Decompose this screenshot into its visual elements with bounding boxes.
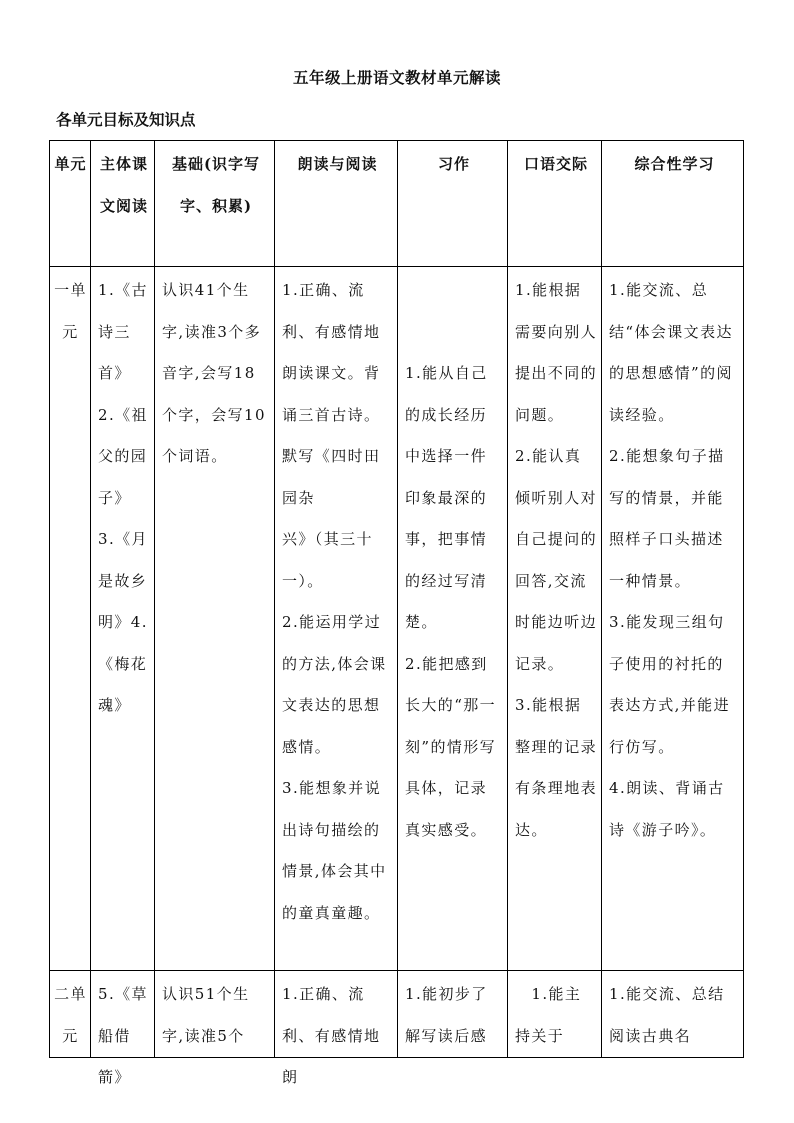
- table-row-1-texts: 1.《古诗三首》 2.《祖父的园子》 3.《月是故乡明》4.《梅花魂》: [98, 281, 148, 714]
- document-title: 五年级上册语文教材单元解读: [292, 68, 501, 87]
- table-row-2-oral: 1.能主持关于: [515, 985, 582, 1045]
- table-row-2-comprehensive: 1.能交流、总结阅读古典名: [609, 985, 725, 1045]
- table-row-1-unit: 一单元: [54, 281, 87, 341]
- header-comprehensive: 综合性学习: [634, 155, 715, 173]
- header-oral: 口语交际: [523, 155, 588, 173]
- table-row-2-writing: 1.能初步了解写读后感: [405, 985, 488, 1045]
- table-row-2-unit: 二单元: [54, 985, 87, 1045]
- section-subtitle: 各单元目标及知识点: [56, 110, 196, 129]
- table-row-1-writing: 1.能从自己的成长经历中选择一件印象最深的事，把事情的经过写清楚。 2.能把感到长大的“那一刻”的情形写具体，记录真实感受。: [405, 364, 497, 839]
- header-writing: 习作: [437, 155, 470, 173]
- header-basics: 基础(识字写字、积累): [171, 155, 261, 215]
- header-unit: 单元: [54, 155, 87, 173]
- table-row-2-reading: 1.正确、流利、有感情地朗: [282, 985, 381, 1086]
- table-row-1-reading: 1.正确、流利、有感情地朗读课文。背诵三首古诗。默写《四时田园杂 兴》（其三十一）。 2.能运用学过的方法,体会课文表达的思想感情。 3.能想象并说出诗句描绘的情景,体会其中的童真童趣。: [282, 281, 387, 922]
- header-reading: 朗读与阅读: [297, 155, 378, 173]
- table-row-1-comprehensive: 1.能交流、总结“体会课文表达的思想感情”的阅读经验。 2.能想象句子描写的情景，并能照样子口头描述一种情景。 3.能发现三组句子使用的衬托的表达方式,并能进行仿写。 4.朗读、背诵古诗《游子吟》。: [609, 281, 733, 839]
- unit-objectives-table: [49, 140, 744, 1086]
- table-row-2-texts: 5.《草船借箭》: [98, 985, 148, 1086]
- header-main-texts: 主体课文阅读: [99, 155, 148, 215]
- table-row-2-basics: 认识51个生字,读准5个: [162, 985, 250, 1045]
- table-row-1-basics: 认识41个生字,读准3个多音字,会写18个字，会写10个词语。: [162, 281, 266, 465]
- table-row-1-oral: 1.能根据需要向别人提出不同的问题。 2.能认真倾听别人对自己提问的回答,交流时能边听边记录。 3.能根据整理的记录有条理地表达。: [515, 281, 598, 839]
